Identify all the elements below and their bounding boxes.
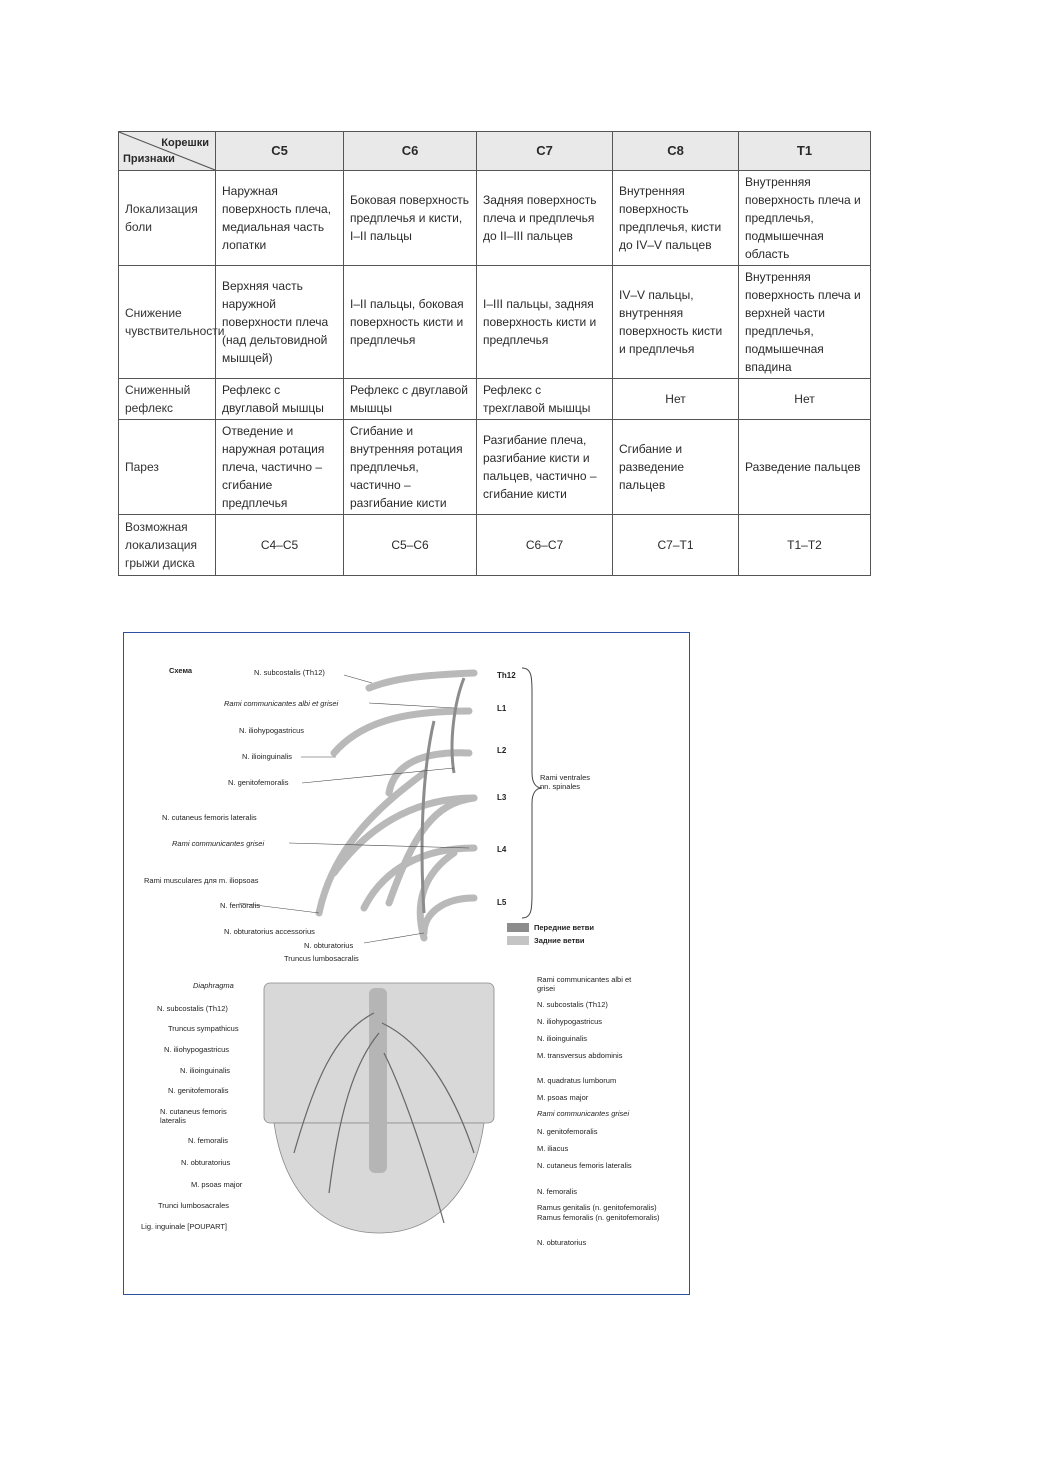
anatomy-label-left: Trunci lumbosacrales [158, 1201, 229, 1210]
table-row [119, 266, 871, 379]
corner-label-roots: Корешки [161, 137, 209, 149]
table-cell: Наружная поверхность плеча, медиальная часть лопатки [216, 171, 344, 266]
table-cell: C7–T1 [613, 515, 739, 576]
table-cell: Рефлекс с двуглавой мышцы [344, 379, 477, 420]
anatomy-label-right: M. iliacus [537, 1144, 569, 1153]
lumbar-plexus-schema-drawing [124, 633, 691, 1296]
anatomy-label-right: M. psoas major [537, 1093, 589, 1102]
table-cell: Рефлекс с двуглавой мышцы [216, 379, 344, 420]
column-header: C6 [344, 132, 477, 171]
column-header: T1 [739, 132, 871, 171]
table-cell: Нет [613, 379, 739, 420]
anatomy-label-right: N. cutaneus femoris lateralis [537, 1161, 632, 1170]
table-cell: Рефлекс с трехглавой мышцы [477, 379, 613, 420]
table-cell: Сгибание и внутренняя ротация предплечья, частично – разгибание кисти [344, 420, 477, 515]
table-row [119, 420, 871, 515]
schema-label: N. obturatorius [304, 941, 354, 950]
schema-label: N. femoralis [220, 901, 261, 910]
row-header: Сниженный рефлекс [119, 379, 216, 420]
anatomy-label-left: N. ilioinguinalis [180, 1066, 231, 1075]
level-label: L3 [497, 793, 507, 802]
table-cell: Сгибание и разведение пальцев [613, 420, 739, 515]
row-header: Парез [119, 420, 216, 515]
radicular-syndrome-table [118, 131, 871, 576]
schema-label: Truncus lumbosacralis [284, 954, 359, 963]
schema-label: N. ilioinguinalis [242, 752, 293, 761]
schema-label: N. cutaneus femoris lateralis [162, 813, 257, 822]
table-cell: Внутренняя поверхность плеча и предплечья, подмышечная область [739, 171, 871, 266]
level-label: L5 [497, 898, 507, 907]
table-cell: Верхняя часть наружной поверхности плеча (над дельтовидной мышцей) [216, 266, 344, 379]
level-label: Th12 [497, 671, 516, 680]
anatomy-label-left: N. cutaneus femoris lateralis [160, 1107, 227, 1125]
anatomy-label-right: N. obturatorius [537, 1238, 587, 1247]
table-cell: C5–C6 [344, 515, 477, 576]
column-header: C5 [216, 132, 344, 171]
table-row [119, 379, 871, 420]
schema-label: N. iliohypogastricus [239, 726, 305, 735]
anatomy-label-left: N. genitofemoralis [168, 1086, 229, 1095]
anatomy-label-left: N. subcostalis (Th12) [157, 1004, 228, 1013]
schema-label: Rami communicantes albi et grisei [224, 699, 339, 708]
table-cell: Отведение и наружная ротация плеча, частично – сгибание предплечья [216, 420, 344, 515]
anatomy-label-left: Lig. inguinale [POUPART] [141, 1222, 228, 1231]
level-label: L4 [497, 845, 507, 854]
anatomy-label-left: N. iliohypogastricus [164, 1045, 230, 1054]
schema-label: N. genitofemoralis [228, 778, 289, 787]
anatomy-label-right: M. transversus abdominis [537, 1051, 623, 1060]
anatomy-label-right: M. quadratus lumborum [537, 1076, 617, 1085]
table-cell: Разведение пальцев [739, 420, 871, 515]
column-header: C7 [477, 132, 613, 171]
legend-label: Задние ветви [534, 936, 585, 945]
table-cell: Задняя поверхность плеча и предплечья до II–III пальцев [477, 171, 613, 266]
level-label: L1 [497, 704, 507, 713]
anatomy-label-right: Ramus femoralis (n. genitofemoralis) [537, 1213, 660, 1222]
table-cell: IV–V пальцы, внутренняя поверхность кисти и предплечья [613, 266, 739, 379]
table-cell: Нет [739, 379, 871, 420]
anatomy-label-left: N. femoralis [188, 1136, 229, 1145]
row-header: Локализация боли [119, 171, 216, 266]
legend-swatch-posterior [507, 936, 529, 945]
table-cell: Боковая поверхность предплечья и кисти, I–II пальцы [344, 171, 477, 266]
row-header: Возможная локализация грыжи диска [119, 515, 216, 576]
anatomy-label-right: N. femoralis [537, 1187, 578, 1196]
lumbar-plexus-figure [123, 632, 690, 1295]
radicular-syndrome-table-container [118, 131, 870, 570]
corner-label-signs: Признаки [123, 153, 175, 165]
anatomy-label-right: N. subcostalis (Th12) [537, 1000, 608, 1009]
anatomy-label-left: N. obturatorius [181, 1158, 231, 1167]
legend-label: Передние ветви [534, 923, 594, 932]
anatomy-label-right: N. iliohypogastricus [537, 1017, 603, 1026]
corner-header-cell [119, 132, 216, 171]
table-cell: I–II пальцы, боковая поверхность кисти и предплечья [344, 266, 477, 379]
header-row [119, 132, 871, 171]
table-cell: C6–C7 [477, 515, 613, 576]
anatomy-label-left: M. psoas major [191, 1180, 243, 1189]
schema-label: Rami communicantes grisei [172, 839, 265, 848]
schema-label: Rami musculares для m. iliopsoas [144, 876, 259, 885]
table-cell: T1–T2 [739, 515, 871, 576]
schema-label: N. subcostalis (Th12) [254, 668, 325, 677]
column-header: C8 [613, 132, 739, 171]
anatomy-label-right: N. genitofemoralis [537, 1127, 598, 1136]
schema-title: Схема [169, 666, 193, 675]
level-label: L2 [497, 746, 507, 755]
table-row [119, 171, 871, 266]
anatomy-label-right: N. ilioinguinalis [537, 1034, 588, 1043]
row-header: Снижение чувствительности [119, 266, 216, 379]
anatomy-label-right: Ramus genitalis (n. genitofemoralis) [537, 1203, 657, 1212]
table-cell: C4–C5 [216, 515, 344, 576]
anatomy-label-left: Diaphragma [193, 981, 234, 990]
anatomy-label-right: Rami communicantes albi et grisei [537, 975, 632, 993]
table-row [119, 515, 871, 576]
schema-label: N. obturatorius accessorius [224, 927, 315, 936]
table-cell: I–III пальцы, задняя поверхность кисти и предплечья [477, 266, 613, 379]
table-cell: Внутренняя поверхность предплечья, кисти до IV–V пальцев [613, 171, 739, 266]
table-cell: Внутренняя поверхность плеча и верхней части предплечья, подмышечная впадина [739, 266, 871, 379]
anatomy-label-right: Rami communicantes grisei [537, 1109, 630, 1118]
brace-label: Rami ventrales nn. spinales [540, 773, 591, 791]
anatomy-label-left: Truncus sympathicus [168, 1024, 239, 1033]
table-cell: Разгибание плеча, разгибание кисти и пальцев, частично – сгибание кисти [477, 420, 613, 515]
legend-swatch-anterior [507, 923, 529, 932]
